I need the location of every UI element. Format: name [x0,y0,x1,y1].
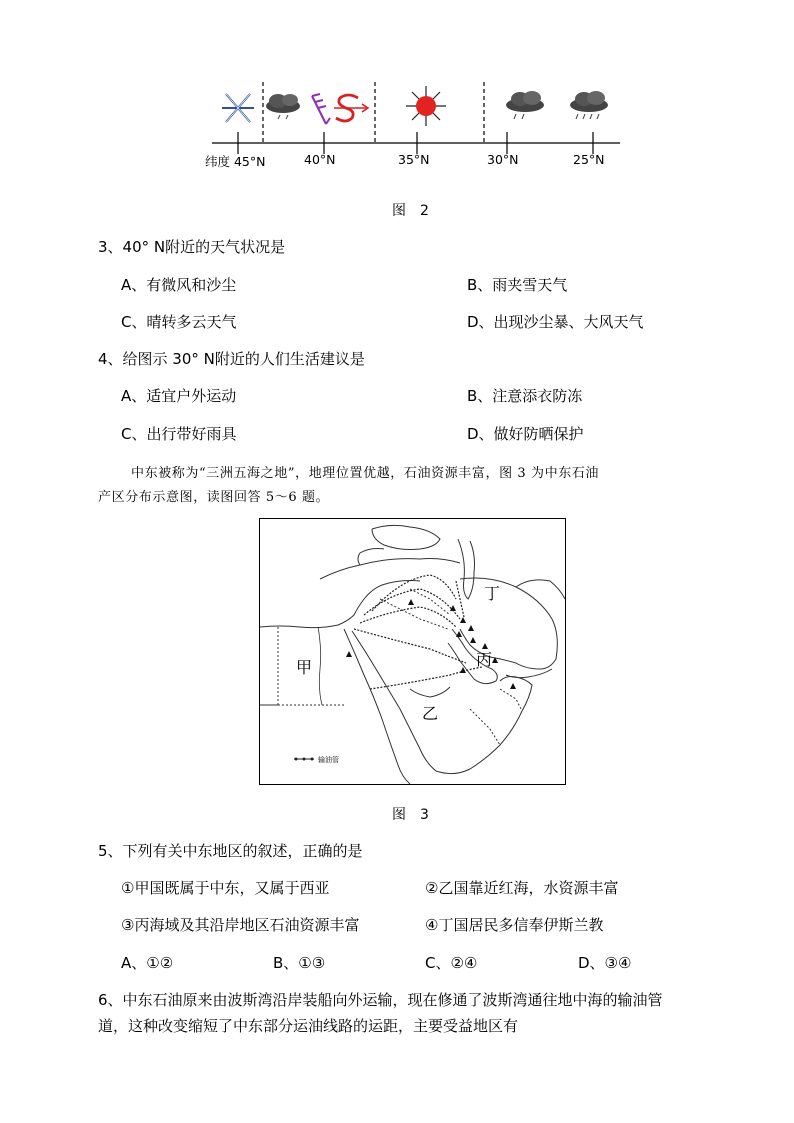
intro-line-2: 产区分布示意图，读图回答 5～6 题。 [98,490,330,505]
figure2-caption: 图 2 [392,203,429,219]
cloud-light-rain-icon [266,94,300,119]
q5-statement-4: ④丁国居民多信奉伊斯兰教 [425,916,604,934]
q4-option-c: C、出行带好雨具 [121,425,237,443]
q5-stem: 5、下列有关中东地区的叙述，正确的是 [98,842,363,860]
map-legend-label: 输油管 [318,756,339,764]
q6-line-2: 道，这种改变缩短了中东部分运油线路的运距，主要受益地区有 [98,1017,519,1035]
intro-line-1: 中东被称为“三洲五海之地”，地理位置优越，石油资源丰富，图 3 为中东石油 [131,466,600,481]
cloud-rain-icon [506,91,544,119]
wind-icon [312,94,330,124]
q4-option-b: B、注意添衣防冻 [467,387,583,405]
q5-statement-3: ③丙海域及其沿岸地区石油资源丰富 [121,916,360,934]
q3-option-c: C、晴转多云天气 [121,313,237,331]
figure3-caption: 图 3 [392,807,429,823]
q4-option-d: D、做好防晒保护 [467,425,584,443]
lat-label-25: 25°N [573,152,605,167]
map-label-ding: 丁 [484,584,501,603]
q5-statement-2: ②乙国靠近红海，水资源丰富 [425,879,619,897]
q3-option-d: D、出现沙尘暴、大风天气 [467,313,644,331]
cloud-heavy-rain-icon [570,91,608,119]
q5-option-a: A、①② [121,954,174,972]
q3-option-b: B、雨夹雪天气 [467,276,568,294]
q6-line-1: 6、中东石油原来由波斯湾沿岸装船向外运输，现在修通了波斯湾通往地中海的输油管 [98,991,663,1009]
lat-label-30: 30°N [487,152,519,167]
q4-option-a: A、适宜户外运动 [121,387,237,405]
q4-stem: 4、给图示 30° N附近的人们生活建议是 [98,350,365,368]
q5-option-b: B、①③ [273,954,326,972]
map-label-jia: 甲 [296,658,313,677]
lat-label-35: 35°N [398,152,430,167]
q5-option-c: C、②④ [425,954,478,972]
q5-statement-1: ①甲国既属于中东，又属于西亚 [121,879,330,897]
q5-option-d: D、③④ [578,954,632,972]
lat-label-40: 40°N [304,152,336,167]
sandstorm-icon [334,95,368,121]
q3-option-a: A、有微风和沙尘 [121,276,237,294]
figure3-map [259,518,566,785]
map-label-bing: 丙 [476,650,493,669]
sun-icon [406,86,446,126]
map-label-yi: 乙 [422,704,439,723]
lat-label-45: 纬度 45°N [205,154,266,169]
q3-stem: 3、40° N附近的天气状况是 [98,238,286,256]
snow-icon [222,94,254,122]
